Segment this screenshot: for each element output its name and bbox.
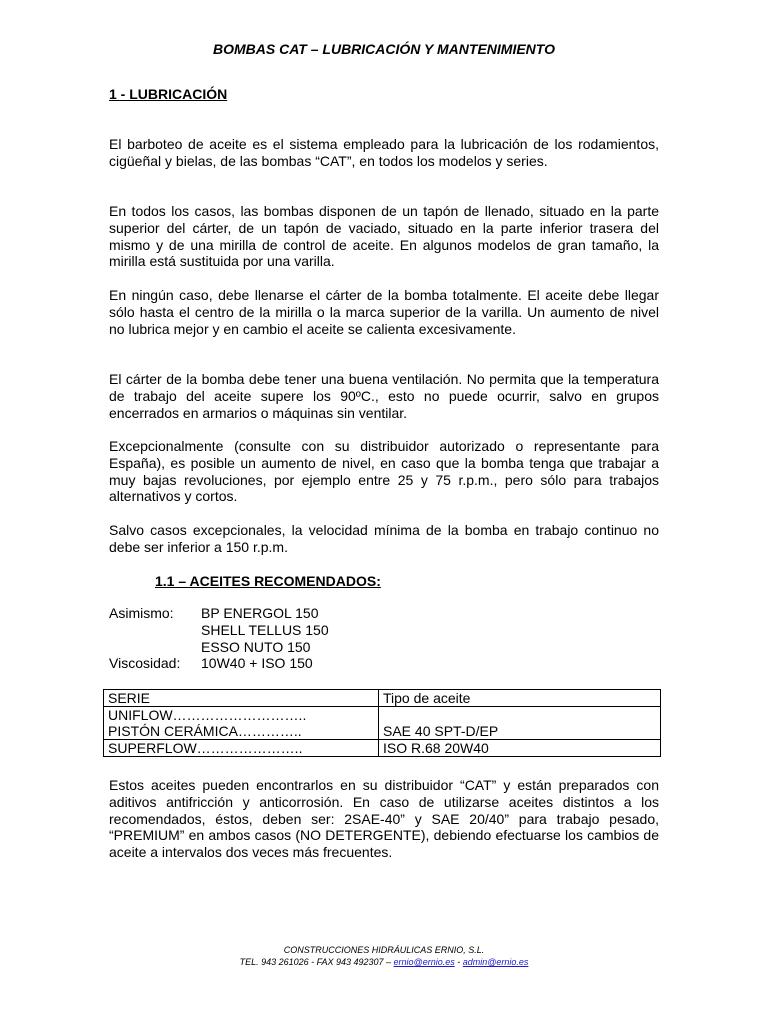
table-row [104, 723, 661, 740]
footer-company: CONSTRUCCIONES HIDRÁULICAS ERNIO, S.L. [283, 945, 485, 955]
subsection-heading: 1.1 – ACEITES RECOMENDADOS: [155, 573, 381, 589]
paragraph-3: En ningún caso, debe llenarse el cárter de la bomba totalmente. El aceite debe llegar sólo hasta el centro de la mirilla o la marca superior de la varilla. Un aumento de nivel no lubrica mejor y en cambio el aceite se calienta excesivamente. [109, 287, 659, 337]
table-cell: UNIFLOW……………………….. [104, 707, 379, 724]
closing-paragraph: Estos aceites pueden encontrarlos en su distribuidor “CAT” y están preparados con aditivos antifricción y anticorrosión. En caso de utilizarse aceites distintos a los recomendados, éstos, deben ser: 2SAE-40” y SAE 20/40” para trabajo pesado, “PREMIUM” en ambos casos (NO DETERGENTE), debiendo efectuarse los cambios de aceite a intervalos dos veces más frecuentes. [109, 777, 659, 861]
email-link-ernio[interactable]: ernio@ernio.es [393, 957, 455, 967]
asimismo-label: Asimismo: [109, 605, 174, 621]
oil-item: ESSO NUTO 150 [201, 638, 311, 655]
table-row [104, 740, 661, 757]
paragraph-2: En todos los casos, las bombas disponen de un tapón de llenado, situado en la parte superior del cárter, de un tapón de vaciado, situado en la parte inferior trasera del mismo y de una mirilla de control de aceite. En algunos modelos de gran tamaño, la mirilla está sustituida por una varilla. [109, 203, 659, 270]
oil-item: SHELL TELLUS 150 [201, 621, 329, 638]
table-header-cell: Tipo de aceite [379, 690, 661, 707]
oil-item: BP ENERGOL 150 [201, 605, 319, 621]
document-title: BOMBAS CAT – LUBRICACIÓN Y MANTENIMIENTO [213, 41, 555, 57]
table-cell: ISO R.68 20W40 [379, 740, 661, 757]
paragraph-5: Excepcionalmente (consulte con su distribuidor autorizado o representante para España), es posible un aumento de nivel, en caso que la bomba tenga que trabajar a muy bajas revoluciones, por ejemplo entre 25 y 75 r.p.m., pero sólo para trabajos alternativos y cortos. [109, 438, 659, 505]
viscosidad-label: Viscosidad: [109, 655, 181, 672]
footer-phone-fax: TEL. 943 261026 - FAX 943 492307 – [239, 957, 392, 967]
viscosidad-value: 10W40 + ISO 150 [201, 655, 313, 672]
recommended-oils-list [109, 605, 329, 672]
paragraph-1: El barboteo de aceite es el sistema empleado para la lubricación de los rodamientos, cigüeñal y bielas, de las bombas “CAT”, en todos los modelos y series. [109, 136, 659, 169]
table-header-cell: SERIE [104, 690, 379, 707]
footer-contact [109, 956, 659, 968]
table-cell [379, 707, 661, 724]
paragraph-4: El cárter de la bomba debe tener una buena ventilación. No permita que la temperatura de trabajo del aceite supere los 90ºC., esto no puede ocurrir, salvo en grupos encerrados en armarios o máquinas sin ventilar. [109, 371, 659, 421]
oil-type-table [103, 689, 661, 757]
email-link-admin[interactable]: admin@ernio.es [462, 957, 529, 967]
page-footer [109, 944, 659, 968]
table-header-row [104, 690, 661, 707]
section-heading: 1 - LUBRICACIÓN [109, 86, 228, 102]
table-cell: SUPERFLOW………………….. [104, 740, 379, 757]
footer-separator: - [457, 957, 461, 967]
table-cell: PISTÓN CERÁMICA………….. [104, 723, 379, 740]
paragraph-6: Salvo casos excepcionales, la velocidad mínima de la bomba en trabajo continuo no debe ser inferior a 150 r.p.m. [109, 522, 659, 555]
table-row [104, 707, 661, 724]
table-cell: SAE 40 SPT-D/EP [379, 723, 661, 740]
